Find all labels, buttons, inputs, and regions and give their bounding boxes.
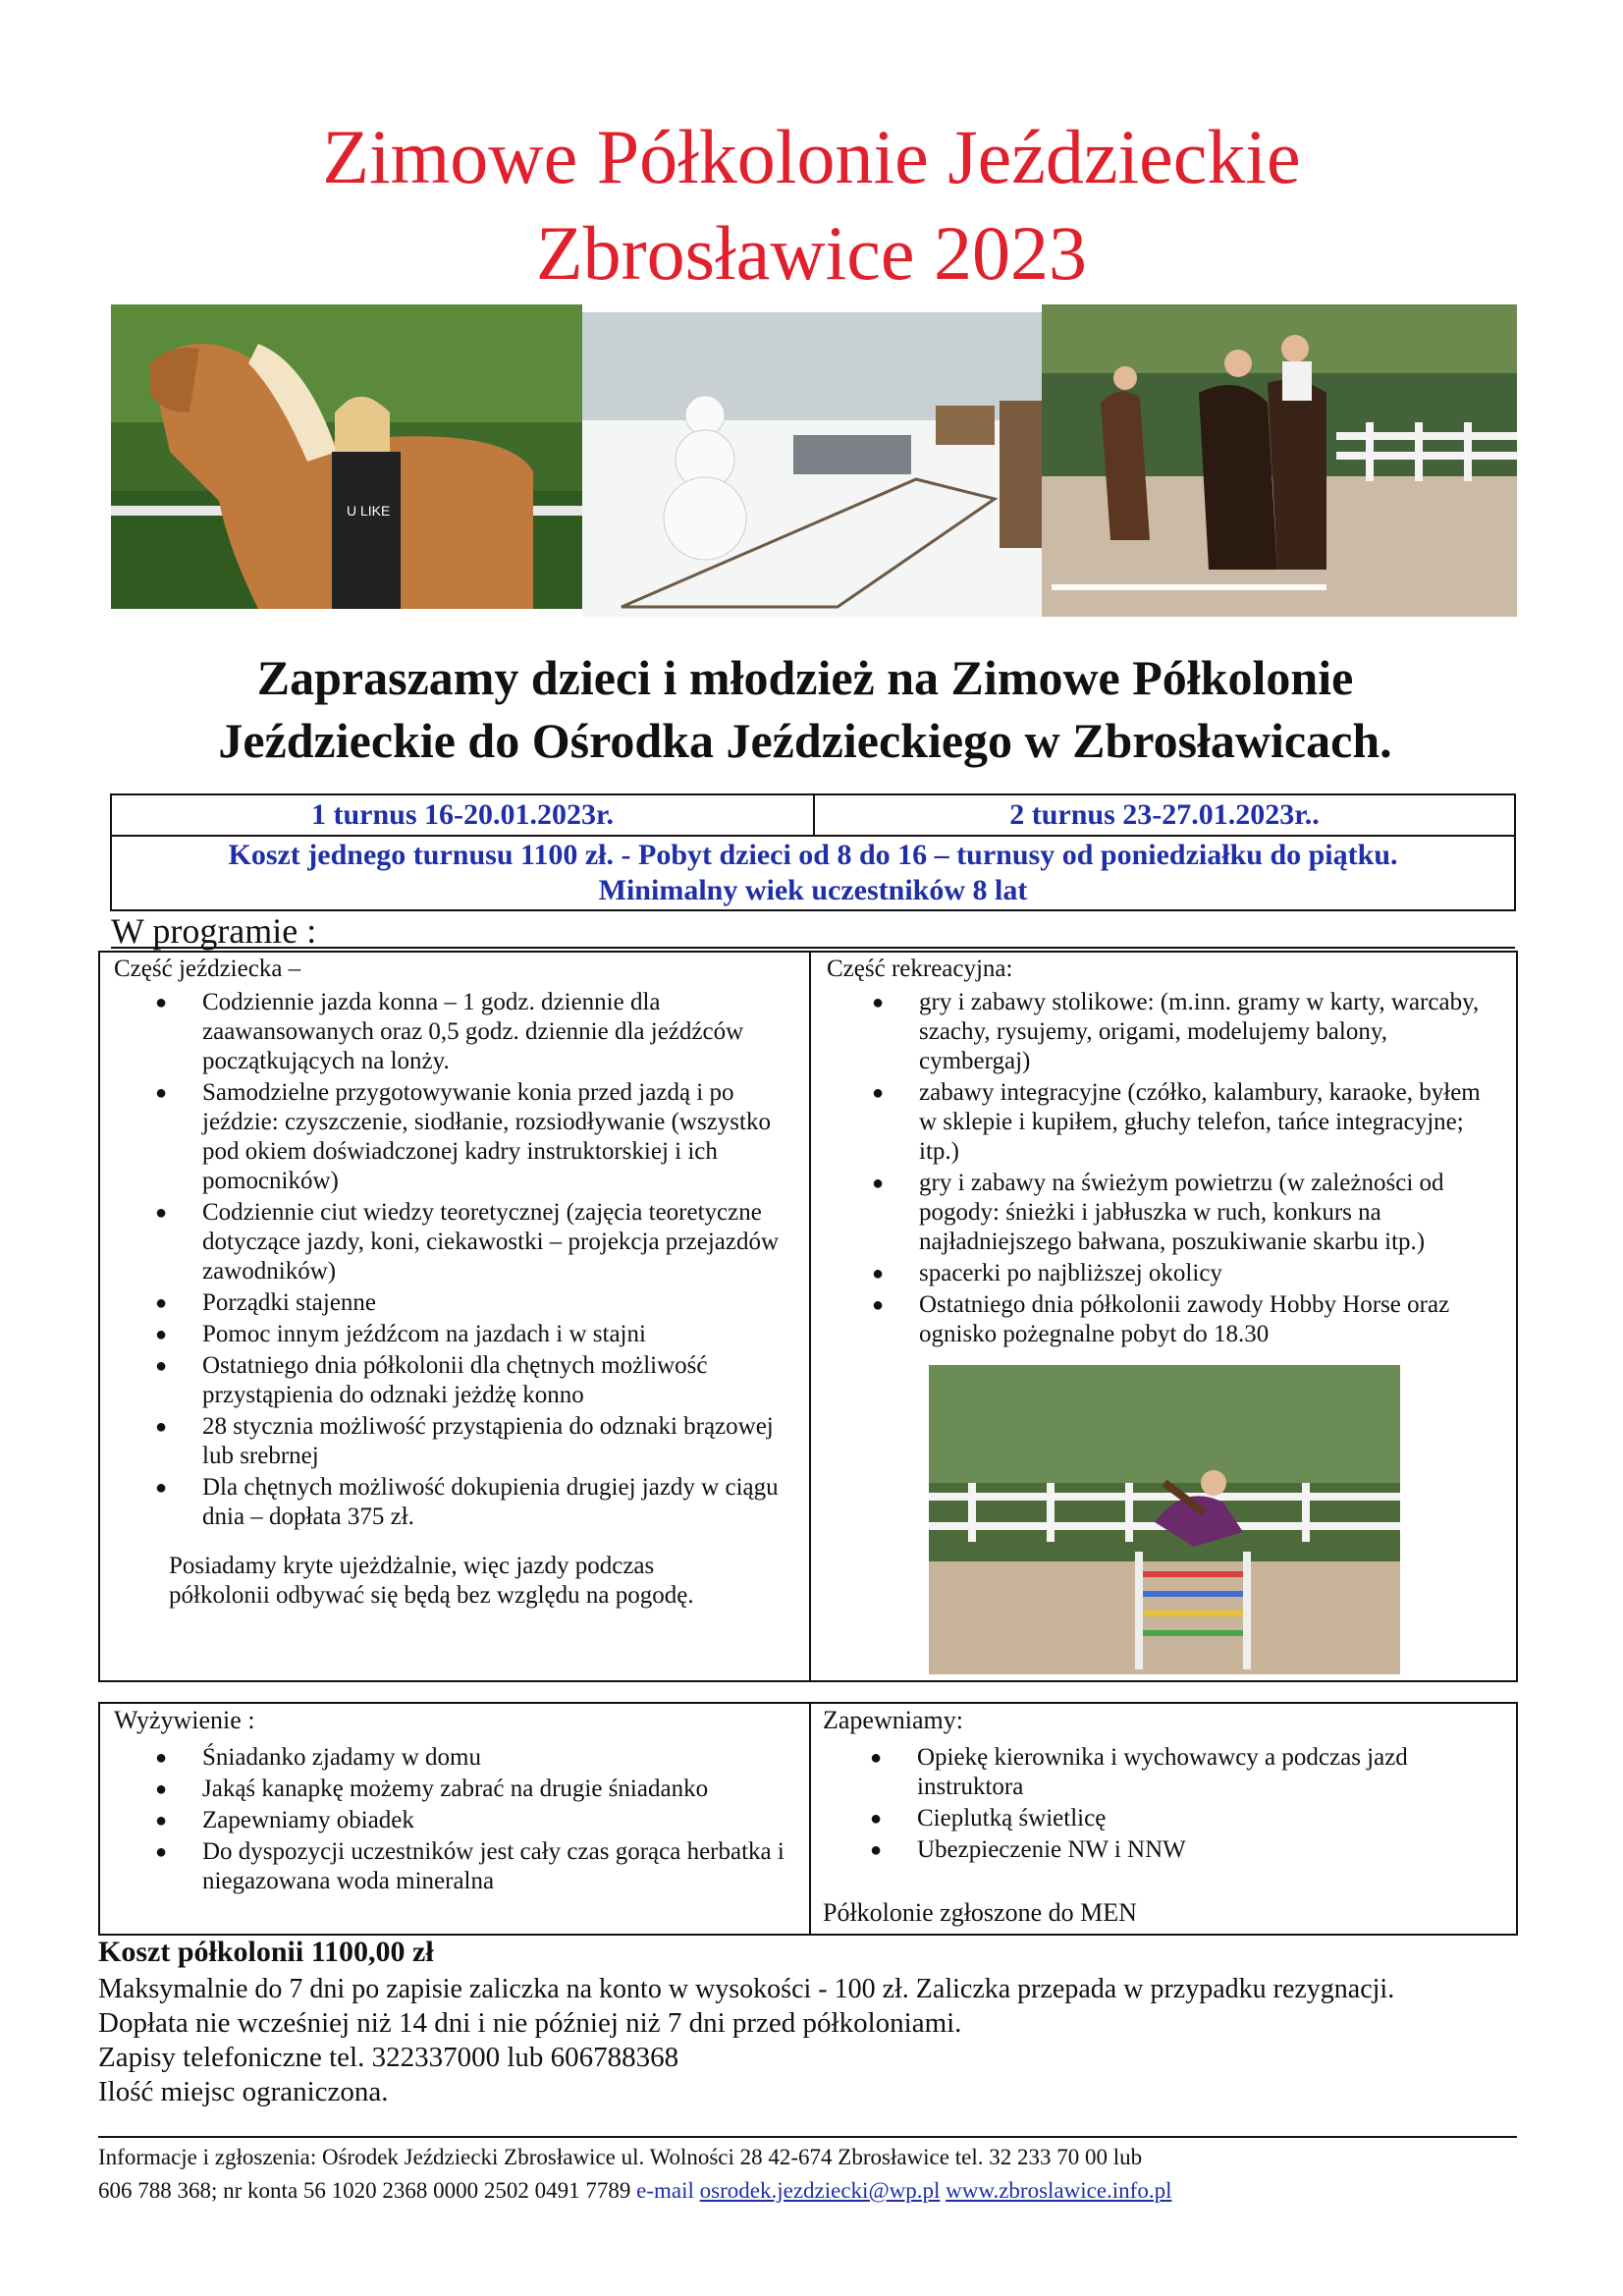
bullet-icon: ● (872, 992, 885, 1013)
bullet-icon: ● (155, 1841, 168, 1863)
provide-list (864, 1743, 1502, 1867)
svg-text:U LIKE: U LIKE (347, 503, 391, 519)
page-title-line1: Zimowe Półkolonie Jeździeckie (322, 114, 1301, 199)
phone-line: Zapisy telefoniczne tel. 322337000 lub 606788368 (98, 2042, 679, 2073)
list-item: ● gry i zabawy stolikowe: (m.inn. gramy w karty, warcaby, szachy, rysujemy, origami, modelujemy balony, cymbergaj) (872, 989, 1480, 1074)
account-number: 606 788 368; nr konta 56 1020 2368 0000 2502 0491 7789 (98, 2178, 637, 2203)
list-item: ● Jakąś kanapkę możemy zabrać na drugie śniadanko (155, 1776, 709, 1802)
riding-list (149, 988, 785, 1534)
bullet-icon: ● (870, 1747, 883, 1769)
recreation-section-heading: Część rekreacyjna: (827, 956, 1013, 982)
provide-heading: Zapewniamy: (823, 1706, 963, 1734)
bullet-icon: ● (155, 1477, 168, 1499)
list-item: ● Ubezpieczenie NW i NNW (870, 1836, 1186, 1863)
invitation-heading-line1: Zapraszamy dzieci i młodzież na Zimowe Półkolonie (256, 650, 1354, 705)
bullet-icon: ● (155, 1810, 168, 1831)
list-item: ● Samodzielne przygotowywanie konia przed jazdą i po jeździe: czyszczenie, siodłanie, rozsiodływanie (wszystko pod okiem doświadczonej kadry instruktorskiej i ich pomocników) (155, 1079, 771, 1194)
list-item: ● Zapewniamy obiadek (155, 1807, 414, 1833)
bullet-icon: ● (872, 1263, 885, 1285)
riding-section-heading: Część jeździecka – (114, 956, 301, 982)
bullet-icon: ● (870, 1839, 883, 1861)
deposit-line: Maksymalnie do 7 dni po zapisie zaliczka na konto w wysokości - 100 zł. Zaliczka przepada w przypadku rezygnacji. (98, 1974, 1395, 2004)
bullet-icon: ● (155, 1747, 168, 1769)
food-provide-divider (809, 1704, 811, 1934)
list-item: ● Ostatniego dnia półkolonii dla chętnych możliwość przystąpienia do odznaki jeżdżę konno (155, 1352, 708, 1408)
list-item: ● gry i zabawy na świeżym powietrzu (w zależności od pogody: śnieżki i jabłuszka w ruch, konkurs na najładniejszego bałwana, poszukiwanie skarbu itp.) (872, 1170, 1444, 1255)
list-item: ● zabawy integracyjne (czółko, kalambury, karaoke, byłem w sklepie i kupiłem, głuchy telefon, tańce integracyjne; itp.) (872, 1079, 1481, 1165)
list-item: ● 28 stycznia możliwość przystąpienia do odznaki brązowej lub srebrnej (155, 1413, 774, 1469)
list-item: ● Opiekę kierownika i wychowawcy a podczas jazd instruktora (870, 1744, 1408, 1800)
indoor-arena-note: Posiadamy kryte ujeżdżalnie, więc jazdy podczas półkolonii odbywać się będą bez względu na pogodę. (169, 1553, 694, 1609)
list-item: ● spacerki po najbliższej okolicy (872, 1260, 1222, 1286)
email-link[interactable]: osrodek.jezdziecki@wp.pl (699, 2178, 941, 2203)
photo-girl-with-horse (111, 304, 582, 609)
photo-hobby-horse-jump (929, 1365, 1400, 1674)
cost-details (98, 1972, 1394, 2109)
bullet-icon: ● (872, 1294, 885, 1316)
list-item: ● Śniadanko zjadamy w domu (155, 1744, 481, 1771)
list-item: ● Do dyspozycji uczestników jest cały czas gorąca herbatka i niegazowana woda mineralna (155, 1838, 784, 1894)
email-label: e-mail (636, 2178, 700, 2203)
photo-riders-arena (1042, 304, 1517, 617)
limited-places-line: Ilość miejsc ograniczona. (98, 2076, 389, 2107)
list-item: ● Dla chętnych możliwość dokupienia drugiej jazdy w ciągu dnia – dopłata 375 zł. (155, 1474, 779, 1530)
page-title-line2: Zbrosławice 2023 (535, 210, 1087, 296)
recreation-list (866, 988, 1504, 1351)
list-item: ● Ostatniego dnia półkolonii zawody Hobby Horse oraz ognisko pożegnalne pobyt do 18.30 (872, 1291, 1450, 1347)
list-item: ● Codziennie ciut wiedzy teoretycznej (zajęcia teoretyczne dotyczące jazdy, koni, ciekawostki – projekcja przejazdów zawodników) (155, 1199, 780, 1285)
bullet-icon: ● (155, 1324, 168, 1345)
program-title: W programie : (111, 911, 317, 951)
turnus-1-dates: 1 turnus 16-20.01.2023r. (112, 795, 815, 835)
food-list (149, 1743, 787, 1898)
bullet-icon: ● (155, 1202, 168, 1224)
turnus-dates-row (112, 795, 1514, 837)
footer-divider (98, 2136, 1517, 2138)
footer-contact (98, 2141, 1532, 2208)
bullet-icon: ● (155, 1082, 168, 1104)
food-provide-box (98, 1702, 1518, 1936)
list-item: ● Cieplutką świetlicę (870, 1805, 1107, 1831)
invitation-heading-line2: Jeździeckie do Ośrodka Jeździeckiego w Zbrosławicach. (218, 713, 1392, 768)
men-registration-note: Półkolonie zgłoszone do MEN (823, 1898, 1137, 1927)
bullet-icon: ● (870, 1808, 883, 1830)
min-age-line: Minimalny wiek uczestników 8 lat (598, 874, 1028, 906)
bullet-icon: ● (155, 1355, 168, 1377)
turnus-2-dates: 2 turnus 23-27.01.2023r.. (1009, 798, 1320, 831)
bullet-icon: ● (872, 1173, 885, 1194)
footer-line-1: Informacje i zgłoszenia: Ośrodek Jeździecki Zbrosławice ul. Wolności 28 42-674 Zbrosławice tel. 32 233 70 00 lub (98, 2145, 1143, 2169)
bullet-icon: ● (155, 1778, 168, 1800)
program-underline (111, 947, 1515, 949)
bullet-icon: ● (155, 992, 168, 1013)
website-link[interactable]: www.zbroslawice.info.pl (946, 2178, 1172, 2203)
bullet-icon: ● (872, 1082, 885, 1104)
food-heading: Wyżywienie : (114, 1706, 255, 1734)
program-box (98, 951, 1518, 1682)
list-item: ● Codziennie jazda konna – 1 godz. dziennie dla zaawansowanych oraz 0,5 godz. dziennie dla jeźdźców początkujących na lonży. (155, 989, 744, 1074)
cost-title: Koszt półkolonii 1100,00 zł (98, 1936, 434, 1968)
bullet-icon: ● (155, 1416, 168, 1438)
turnus-cost-line: Koszt jednego turnusu 1100 zł. - Pobyt dzieci od 8 do 16 – turnusy od poniedziałku do piątku. (228, 839, 1398, 871)
turnus-info-box (110, 793, 1516, 911)
list-item: ● Porządki stajenne (155, 1289, 377, 1316)
photo-snowman (582, 312, 1042, 617)
footer-line-2 (98, 2174, 1532, 2208)
bullet-icon: ● (155, 1292, 168, 1314)
payment-line: Dopłata nie wcześniej niż 14 dni i nie później niż 7 dni przed półkoloniami. (98, 2007, 962, 2039)
list-item: ● Pomoc innym jeźdźcom na jazdach i w stajni (155, 1321, 646, 1347)
program-column-divider (809, 953, 811, 1680)
